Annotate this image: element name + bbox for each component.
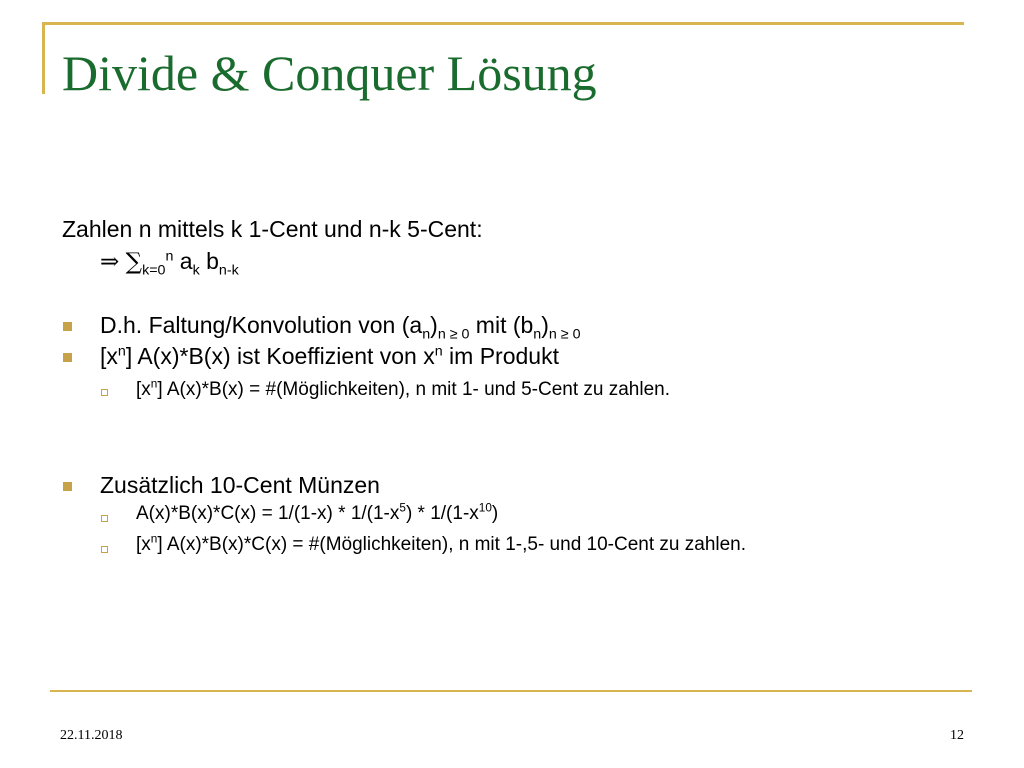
subbullet-formel: [136, 503, 498, 525]
bullet1-mid: mit (b: [469, 312, 534, 338]
bullet2-prefix: [x: [100, 343, 118, 369]
bullet2-suffix: im Produkt: [442, 343, 559, 369]
sum-lower: k=0: [142, 262, 166, 279]
frame-left-rule: [42, 22, 45, 94]
bullet1-sub-range2: n ≥ 0: [548, 326, 581, 343]
subbullet3-suffix: ] A(x)*B(x)*C(x) = #(Möglichkeiten), n mit 1-,5- und 10-Cent zu zahlen.: [157, 534, 747, 555]
sub-bullet-marker: [101, 389, 108, 396]
bullet-marker: [63, 322, 72, 331]
bullet-zusaetzlich: Zusätzlich 10-Cent Münzen: [100, 472, 380, 498]
slide-title: Divide & Conquer Lösung: [62, 45, 597, 101]
footer-page-number: 12: [950, 728, 964, 743]
bullet2-mid: ] A(x)*B(x) ist Koeffizient von x: [125, 343, 435, 369]
footer-date: 22.11.2018: [60, 728, 123, 743]
frame-top-rule: [42, 22, 964, 25]
bullet1-sub-n: n: [422, 326, 431, 343]
sub-bullet-marker: [101, 546, 108, 553]
subbullet1-sup: n: [150, 377, 158, 391]
bullet-faltung: [100, 312, 581, 343]
subbullet1-prefix: [x: [136, 379, 151, 400]
b-var: b: [206, 248, 219, 274]
bullet1-paren: ): [430, 312, 438, 338]
bullet-marker: [63, 353, 72, 362]
intro-text: Zahlen n mittels k 1-Cent und n-k 5-Cent:: [62, 216, 483, 242]
a-index: k: [192, 262, 200, 279]
subbullet-moeglichkeiten-2: [136, 534, 746, 556]
subbullet3-prefix: [x: [136, 534, 151, 555]
bullet-marker: [63, 482, 72, 491]
subbullet2-sup1: 5: [399, 501, 406, 515]
bullet1-sub-n2: n: [533, 326, 542, 343]
bullet-koeffizient: [100, 343, 559, 370]
bullet2-sup1: n: [117, 343, 126, 360]
sub-bullet-marker: [101, 515, 108, 522]
bullet1-prefix: D.h. Faltung/Konvolution von (a: [100, 312, 423, 338]
sum-upper: n: [165, 248, 174, 265]
subbullet3-sup: n: [150, 532, 158, 546]
subbullet-moeglichkeiten-1: [136, 379, 670, 401]
subbullet2-mid: ) * 1/(1-x: [405, 503, 479, 524]
bullet1-paren2: ): [541, 312, 549, 338]
bullet2-sup2: n: [434, 343, 443, 360]
subbullet1-suffix: ] A(x)*B(x) = #(Möglichkeiten), n mit 1- und 5-Cent zu zahlen.: [157, 379, 671, 400]
subbullet2-suffix: ): [491, 503, 499, 524]
subbullet2-sup2: 10: [478, 501, 492, 515]
b-index: n-k: [218, 262, 239, 279]
implies-symbol: ⇒: [100, 249, 120, 275]
bullet1-sub-range: n ≥ 0: [437, 326, 470, 343]
footer-rule: [50, 690, 972, 692]
sum-symbol: ∑: [125, 249, 143, 275]
sum-formula: [100, 248, 239, 279]
intro-line: [62, 216, 483, 243]
a-var: a: [179, 248, 193, 274]
subbullet2-prefix: A(x)*B(x)*C(x) = 1/(1-x) * 1/(1-x: [136, 503, 400, 524]
